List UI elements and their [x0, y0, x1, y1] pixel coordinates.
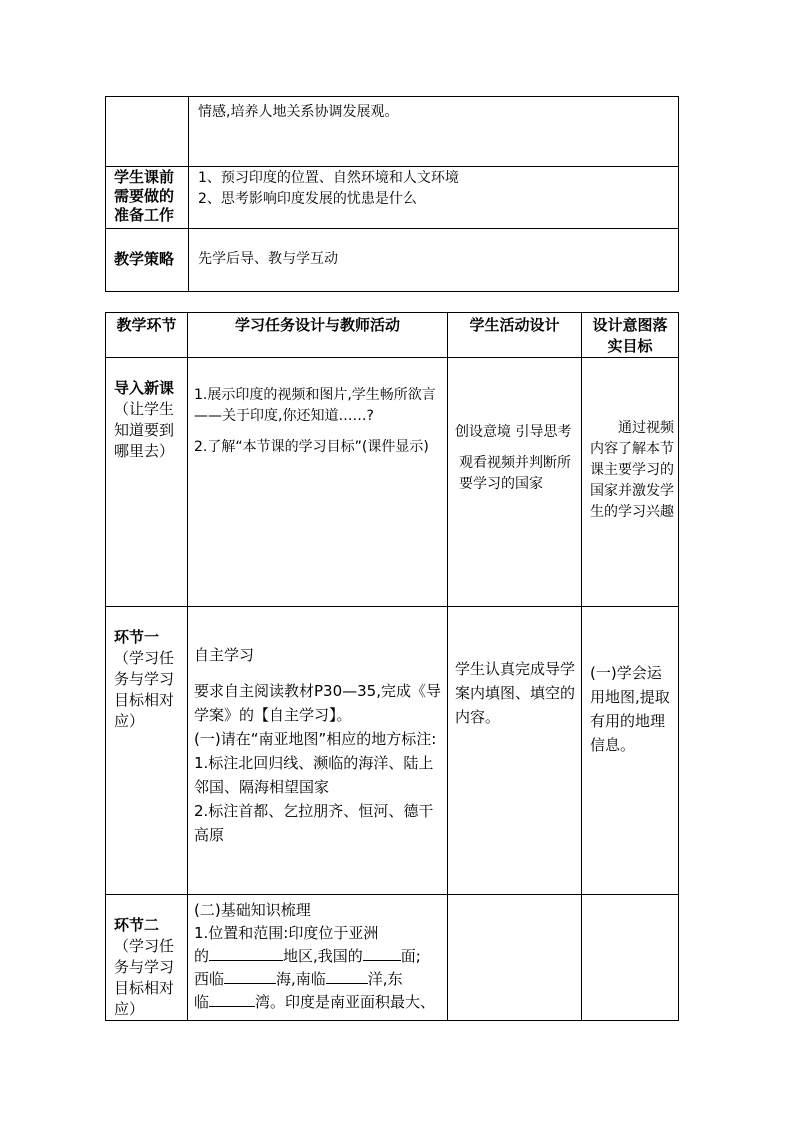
teacher-activity-cell — [188, 607, 448, 895]
table-row — [106, 167, 679, 229]
blank-west-sea[interactable] — [224, 968, 276, 984]
student-item: 学生认真完成导学案内填图、填空的内容。 — [455, 660, 576, 726]
row-label-cell — [106, 167, 189, 229]
teacher-item: (一)请在“南亚地图”相应的地方标注: — [194, 730, 437, 748]
blank-south-ocean[interactable] — [326, 968, 368, 984]
teaching-process-table — [105, 312, 679, 1021]
teacher-activity-cell — [188, 358, 448, 607]
stage-note: （学习任务与学习目标相对应） — [114, 649, 175, 730]
row-label: 学生课前需要做的准备工作 — [114, 168, 175, 224]
content-line: 2、思考影响印度发展的忧患是什么 — [198, 191, 417, 207]
row-content-cell — [189, 167, 679, 229]
teaching-plan-summary-table — [105, 96, 679, 292]
stage-note: （让学生知道要到哪里去） — [114, 400, 175, 460]
teacher-item: (二)基础知识梳理 — [194, 901, 311, 919]
teacher-item: 要求自主阅读教材P30—35,完成《导学案》的【自主学习】。 — [194, 682, 441, 724]
student-item: 观看视频并判断所要学习的国家 — [459, 455, 571, 492]
stage-cell — [106, 607, 188, 895]
table-row — [106, 895, 679, 1021]
student-activity-cell — [448, 358, 582, 607]
blank-direction[interactable] — [363, 945, 401, 961]
student-activity-cell — [448, 895, 582, 1021]
student-activity-cell — [448, 607, 582, 895]
stage-title: 环节一 — [114, 628, 160, 646]
table-row — [106, 97, 679, 167]
student-item: 创设意境 引导思考 — [455, 424, 572, 440]
fill-blank-line: 的 地区,我国的 面; — [194, 947, 421, 965]
teacher-activity-cell — [188, 895, 448, 1021]
table-row — [106, 229, 679, 292]
stage-cell — [106, 358, 188, 607]
teacher-item: 2.了解“本节课的学习目标”(课件显示) — [194, 439, 429, 455]
teacher-item: 1.展示印度的视频和图片,学生畅所欲言——关于印度,你还知道……? — [194, 387, 436, 424]
intent-item: (一)学会运用地图,提取有用的地理信息。 — [590, 664, 670, 754]
stage-cell — [106, 895, 188, 1021]
table-row — [106, 358, 679, 607]
intent-cell — [582, 358, 679, 607]
header-teacher-activity: 学习任务设计与教师活动 — [188, 313, 448, 358]
fill-blank-line: 西临 海,南临 洋,东 — [194, 970, 403, 988]
content-line: 先学后导、教与学互动 — [198, 251, 338, 267]
header-stage: 教学环节 — [106, 313, 188, 358]
blank-east-bay[interactable] — [209, 991, 255, 1007]
row-label-cell — [106, 97, 189, 167]
stage-title: 环节二 — [114, 916, 160, 934]
stage-title: 导入新课 — [114, 379, 175, 397]
intent-item: 通过视频内容了解本节课主要学习的国家并激发学生的学习兴趣 — [590, 420, 674, 520]
teacher-item: 1.位置和范围:印度位于亚洲 — [194, 924, 379, 942]
header-student-activity: 学生活动设计 — [448, 313, 582, 358]
intent-cell — [582, 895, 679, 1021]
teacher-item: 自主学习 — [194, 646, 255, 664]
teacher-item: 2.标注首都、乞拉朋齐、恒河、德干高原 — [194, 802, 434, 844]
blank-region[interactable] — [209, 945, 283, 961]
table-row — [106, 607, 679, 895]
teacher-item: 1.标注北回归线、濒临的海洋、陆上邻国、隔海相望国家 — [194, 754, 434, 796]
content-line: 1、预习印度的位置、自然环境和人文环境 — [198, 170, 459, 186]
fill-blank-line: 临 湾。印度是南亚面积最大、 — [194, 993, 436, 1011]
intent-cell — [582, 607, 679, 895]
stage-note: （学习任务与学习目标相对应） — [114, 937, 175, 1018]
row-content-cell — [189, 229, 679, 292]
row-label: 教学策略 — [114, 250, 175, 268]
header-row — [106, 313, 679, 358]
row-content-cell — [189, 97, 679, 167]
header-design-intent: 设计意图落实目标 — [582, 313, 679, 358]
content-line: 情感,培养人地关系协调发展观。 — [198, 104, 399, 120]
row-label-cell — [106, 229, 189, 292]
